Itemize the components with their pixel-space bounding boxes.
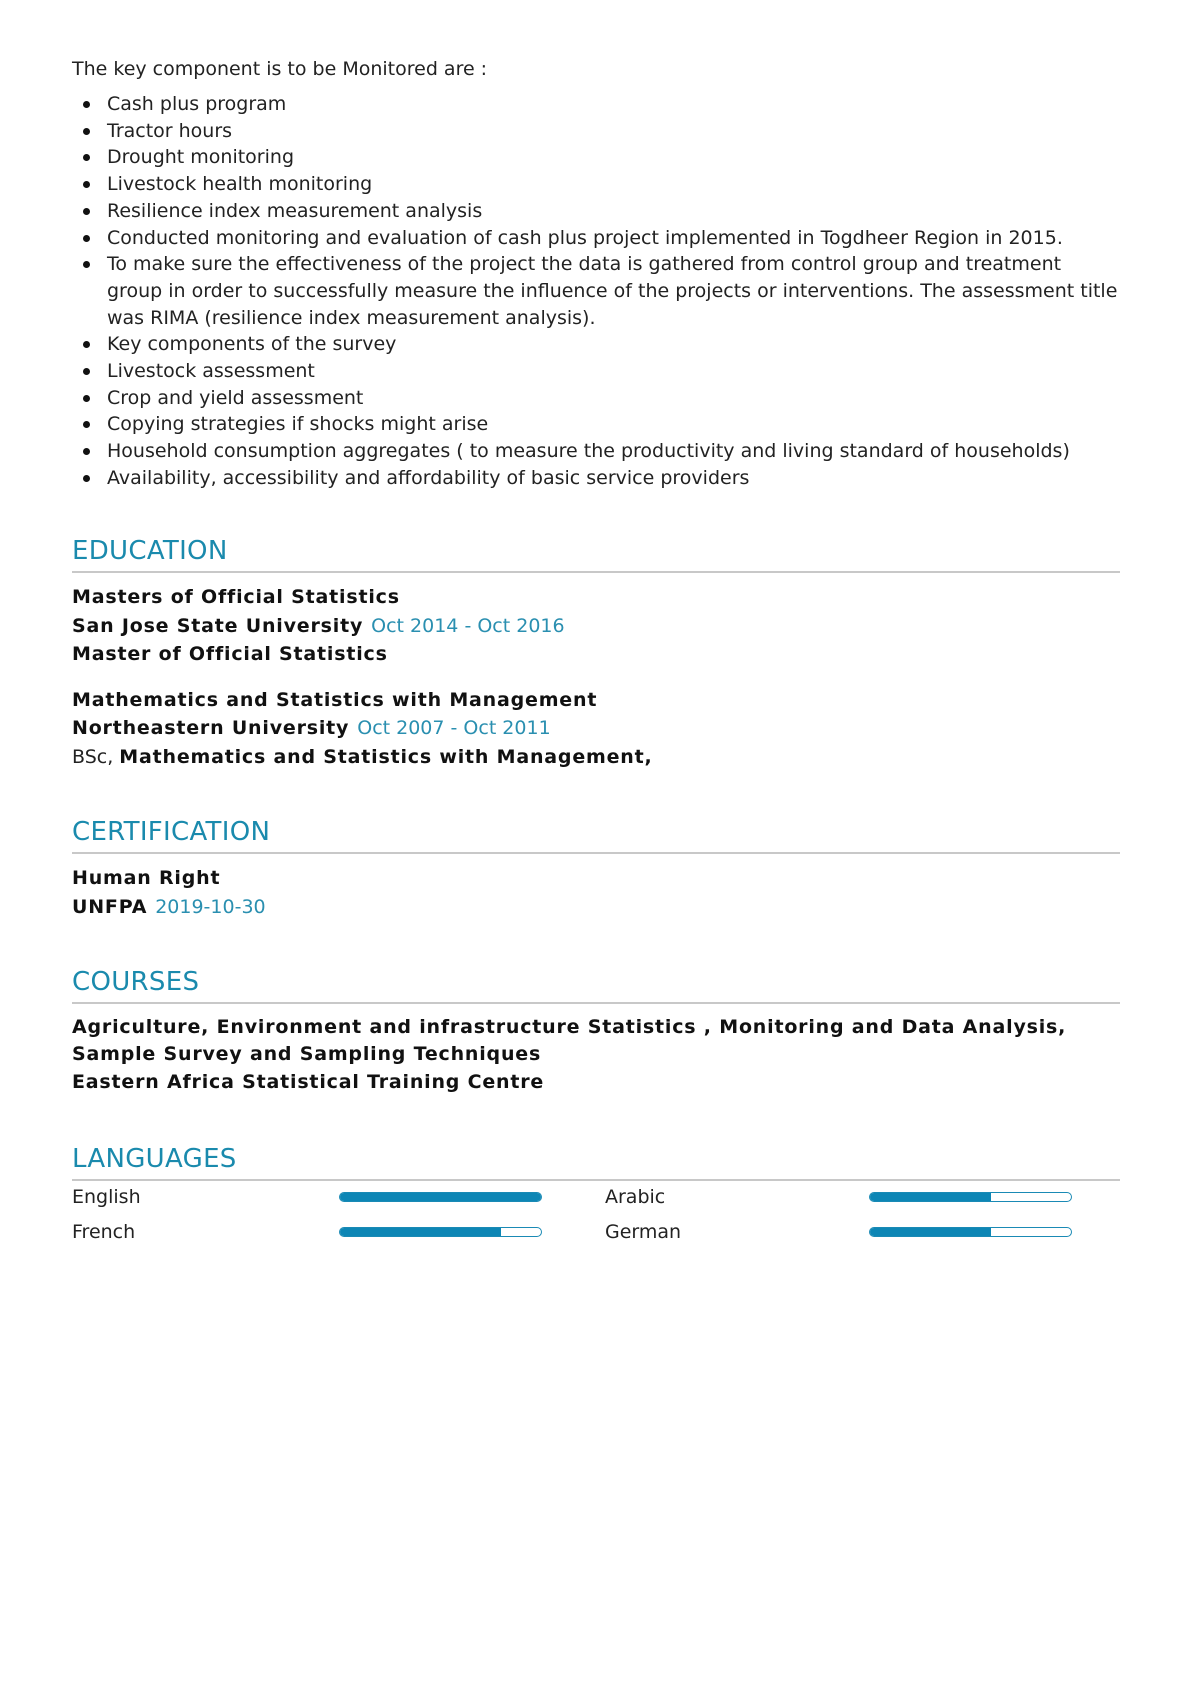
section-title-education: EDUCATION <box>72 536 228 566</box>
language-level-bar <box>339 1227 542 1237</box>
list-item: Drought monitoring <box>72 144 1120 171</box>
list-item: Livestock assessment <box>72 358 1120 385</box>
language-level-bar <box>869 1192 1072 1202</box>
list-item: Resilience index measurement analysis <box>72 198 1120 225</box>
school-line <box>72 714 1120 743</box>
language-name: French <box>72 1221 136 1243</box>
degree-detail-text: Master of Official Statistics <box>72 643 388 665</box>
course-name: Agriculture, Environment and infrastructure Statistics , Monitoring and Data Analysis, Sample Survey and Sampling Techniques <box>72 1016 1067 1065</box>
education-section <box>72 536 1120 771</box>
list-item: Livestock health monitoring <box>72 171 1120 198</box>
degree-title: Masters of Official Statistics <box>72 586 400 608</box>
list-item: Conducted monitoring and evaluation of cash plus project implemented in Togdheer Region in 2015. <box>72 225 1120 252</box>
issuer-line <box>72 893 1120 922</box>
section-divider <box>72 1002 1120 1004</box>
languages-section <box>72 1144 1120 1243</box>
degree-detail <box>72 640 1120 669</box>
language-name: Arabic <box>605 1186 666 1208</box>
list-item: Household consumption aggregates ( to measure the productivity and living standard of households) <box>72 438 1120 465</box>
language-row <box>72 1219 1120 1245</box>
intro-text: The key component is to be Monitored are : <box>72 58 488 80</box>
list-item: Cash plus program <box>72 91 1120 118</box>
list-item: Availability, accessibility and affordability of basic service providers <box>72 465 1120 492</box>
courses-section <box>72 967 1120 1097</box>
language-level-fill <box>340 1193 541 1201</box>
date-range: Oct 2007 - Oct 2011 <box>357 717 551 739</box>
language-level-bar <box>869 1227 1072 1237</box>
list-item: Copying strategies if shocks might arise <box>72 411 1120 438</box>
degree-title: Mathematics and Statistics with Management <box>72 688 598 711</box>
language-name: German <box>605 1221 682 1243</box>
list-item: To make sure the effectiveness of the project the data is gathered from control group and treatment group in order to successfully measure the influence of the projects or interventions. The assessment title was RIMA (resilience index measurement analysis). <box>72 251 1120 331</box>
school-name: San Jose State University <box>72 614 364 637</box>
language-level-fill <box>870 1228 991 1236</box>
course-entry <box>72 1014 1120 1097</box>
list-item: Crop and yield assessment <box>72 385 1120 412</box>
section-title-languages: LANGUAGES <box>72 1144 237 1174</box>
school-name: Northeastern University <box>72 717 350 739</box>
degree-detail <box>72 743 1120 772</box>
issuer-name: UNFPA <box>72 895 148 918</box>
language-row <box>72 1184 1120 1210</box>
monitoring-list <box>72 91 1120 492</box>
language-level-fill <box>870 1193 991 1201</box>
certification-section <box>72 817 1120 921</box>
education-entry <box>72 686 1120 772</box>
education-entry <box>72 583 1120 669</box>
section-title-courses: COURSES <box>72 967 200 997</box>
certification-name: Human Right <box>72 867 221 889</box>
section-divider <box>72 571 1120 573</box>
date-range: Oct 2014 - Oct 2016 <box>371 614 565 637</box>
section-divider <box>72 852 1120 854</box>
language-level-fill <box>340 1228 501 1236</box>
degree-detail-text: Mathematics and Statistics with Management, <box>119 745 653 768</box>
course-institution: Eastern Africa Statistical Training Centre <box>72 1071 545 1093</box>
section-divider <box>72 1179 1120 1181</box>
school-line <box>72 612 1120 641</box>
language-level-bar <box>339 1192 542 1202</box>
certification-date: 2019-10-30 <box>155 895 266 918</box>
list-item: Tractor hours <box>72 118 1120 145</box>
section-title-certification: CERTIFICATION <box>72 817 271 847</box>
language-name: English <box>72 1186 141 1208</box>
degree-prefix: BSc, <box>72 745 120 768</box>
list-item: Key components of the survey <box>72 331 1120 358</box>
certification-entry <box>72 864 1120 921</box>
